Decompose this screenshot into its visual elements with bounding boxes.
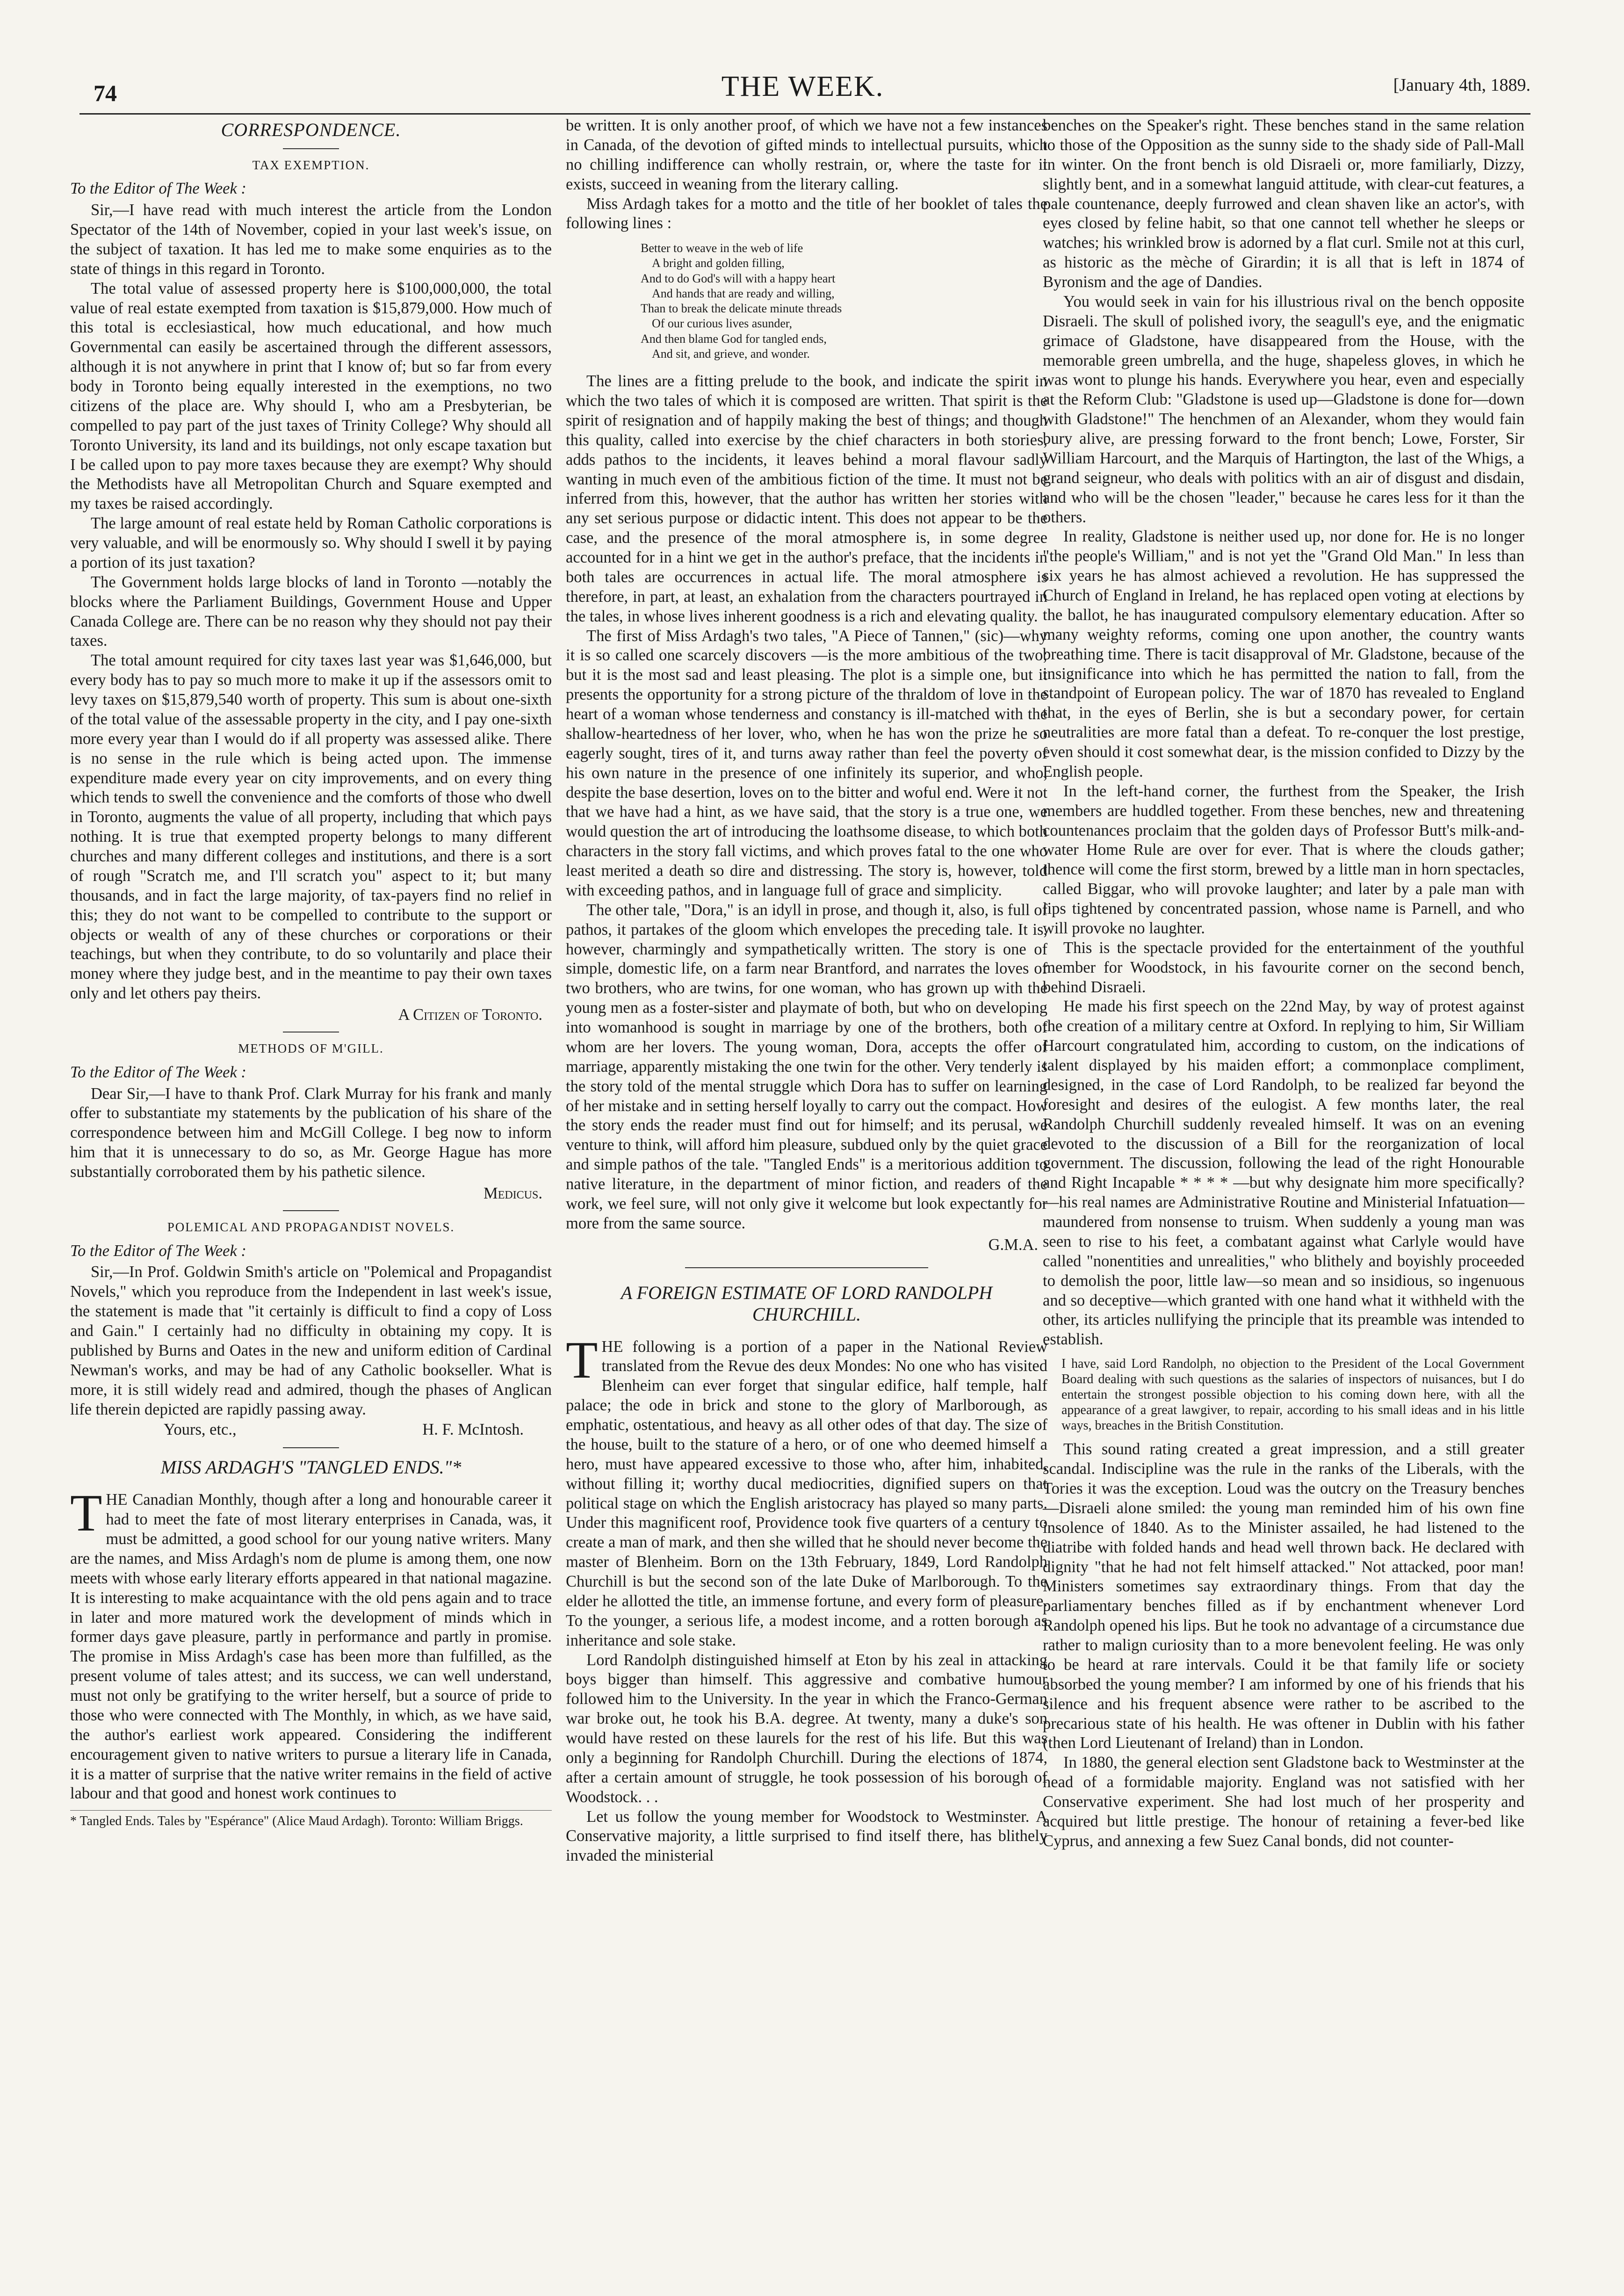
ardagh-review-title: MISS ARDAGH'S "TANGLED ENDS."* (160, 1457, 462, 1478)
letter-signature: A Citizen of Toronto. (398, 1006, 542, 1024)
to-editor: To the Editor of The Week : (70, 1063, 246, 1081)
poem-line: And then blame God for tangled ends, (641, 332, 827, 346)
paragraph: He made his first speech on the 22nd May, by way of protest against the creation of a military centre at Oxford. In replying to him, Sir William Harcourt congratulated him, according to custom, on the indications of talent displayed by his maiden effort; a commonplace compliment, designed, in the case of Lord Randolph, to be realized far beyond the foresight and desires of the eulogist. A few months later, the real Randolph Churchill suddenly revealed himself. It was on an evening devoted to the discussion of a Bill for the reorganization of local government. The discussion, following the lead of the right Honourable and Right Incapable * * * * —but why designate him more specifically?—his real names are Administrative Routine and Ministerial Infatuation—maundered from nonsense to truism. When suddenly a young man was seen to rise to his feet, a combatant against what Carlyle would have called "nonentities and unrealities," who blithely and boyishly proceeded to demolish the poor, little law—so mean and so insidious, so ingenuous and so deceptive—which granted with one hand what it withheld with the other, its articles nullifying the principle that its preamble was intended to establish. (1043, 997, 1524, 1349)
paragraph: The total amount required for city taxes last year was $1,646,000, but every body has to pay so much more to make it up if the assessors omit to levy taxes on $15,879,540 worth of property. This sum is about one-sixth of the total value of the assessable property in the city, and I pay one-sixth more every year than I would do if all property was assessed alike. There is no sense in the rule which is being acted upon. The immense expenditure made every year on city improvements, and on every thing which tends to swell the convenience and the comforts of those who dwell in Toronto, augments the value of all property, including that which pays nothing. It is true that exempted property belongs to many different churches and many different colleges and institutions, and there is a sort of rough "Scratch me, and I'll scratch you" aspect to it; but many thousands, and in fact the large majority, of tax-payers find no relief in this; they do not want to be compelled to contribute to the support or objects or wealth of any of these churches or corporations or their teachings, but when they contribute, to do so voluntarily and place their money where they judge best, and in the meantime to pay their own taxes only and let others pay theirs. (70, 651, 552, 1003)
column-1 (70, 116, 552, 1829)
poem-line: Better to weave in the web of life (641, 241, 803, 255)
tax-exemption-title: TAX EXEMPTION. (252, 158, 370, 172)
poem-line: And to do God's will with a happy heart (641, 271, 836, 285)
block-quote: I have, said Lord Randolph, no objection to the President of the Local Government Board dealing with such questions as the salaries of inspectors of nuisances, but I do entertain the strongest possible objection to his coming down here, with all the appearance of a great lawgiver, to repair, according to his small ideas and in his little ways, breaches in the British Constitution. (1061, 1357, 1524, 1433)
closing: Yours, etc., (164, 1421, 237, 1439)
divider (685, 1267, 928, 1268)
mcgill-title: METHODS OF M'GILL. (238, 1041, 384, 1055)
paragraph: You would seek in vain for his illustrious rival on the bench opposite Disraeli. The skull of polished ivory, the seagull's eye, and the enigmatic grimace of Gladstone, have disappeared from the House, with the memorable green umbrella, and the huge, shapeless gloves, in which he was wont to plunge his hands. Everywhere you hear, even and especially at the Reform Club: "Gladstone is used up—Gladstone is done for—down with Gladstone!" The henchmen of an Alexander, whom they would fain bury alive, are pressing forward to the front bench; Lowe, Forster, Sir William Harcourt, and the Marquis of Hartington, the last of the Whigs, a grand seigneur, who deals with politics with an air of disgust and disdain, and who will be the chosen "leader," because he cares less for it than the others. (1043, 292, 1524, 526)
novels-title: POLEMICAL AND PROPAGANDIST NOVELS. (167, 1220, 455, 1234)
poem-line: And sit, and grieve, and wonder. (652, 347, 810, 361)
signer: H. F. McIntosh. (422, 1421, 524, 1439)
paragraph: In 1880, the general election sent Gladstone back to Westminster at the head of a formidable majority. England was not satisfied with her Conservative experiment. She had lost much of her prosperity and acquired but little prestige. The honour of retaining a fever-bed like Cyprus, and annexing a few Suez Canal bonds, did not counter- (1043, 1754, 1524, 1850)
paragraph: be written. It is only another proof, of which we have not a few instances in Canada, of the devotion of gifted minds to intellectual pursuits, which no chilling indifference can wholly restrain, or, where the taste for it exists, succeed in weaning from the literary calling. (566, 116, 1047, 193)
issue-date: [January 4th, 1889. (1393, 75, 1530, 95)
column-3 (1043, 116, 1524, 1851)
paragraph (70, 1484, 552, 1804)
paragraph: Sir,—I have read with much interest the article from the London Spectator of the 14th of November, copied in your last week's issue, on the subject of taxation. It has led me to make some enquiries as to the state of things in this regard in Toronto. (70, 201, 552, 278)
to-editor: To the Editor of The Week : (70, 1242, 246, 1260)
poem-line: And hands that are ready and willing, (652, 286, 835, 300)
newspaper-title: THE WEEK. (721, 71, 884, 102)
paragraph: benches on the Speaker's right. These benches stand in the same relation to those of the Opposition as the sunny side to the shady side of Pall-Mall in winter. On the front bench is old Disraeli or, more familiarly, Dizzy, slightly bent, and in a somewhat languid attitude, with clear-cut features, a pale countenance, deeply furrowed and clean shaven like an actor's, with eyes closed by feline habit, so that one cannot tell whether he sleeps or watches; his wrinkled brow is adorned by a flat curl. Smile not at this curl, as historic as the mèche of Girardin; it is all that is left in 1874 of Byronism and the age of Dandies. (1043, 116, 1524, 291)
masthead (75, 70, 1530, 112)
review-signature: G.M.A. (988, 1235, 1038, 1254)
drop-cap: T (70, 1484, 102, 1543)
paragraph: In reality, Gladstone is neither used up, nor done for. He is no longer "the people's William," and is not yet the "Grand Old Man." In less than six years he has almost achieved a revolution. He has suppressed the Church of England in Ireland, he has replaced open voting at elections by the ballot, he has inaugurated compulsory elementary education. After so many weighty reforms, coming one upon another, the country wants breathing time. There is tacit disapproval of Mr. Gladstone, because of the insignificance into which he has permitted the nation to fall, from the standpoint of European policy. The war of 1870 has revealed to England that, in the eyes of Berlin, she is but a secondary power, for certain neutralities are more fatal than a defeat. To re-conquer the lost prestige, even should it cost somewhat dear, is the mission confided to Dizzy by the English people. (1043, 527, 1524, 780)
motto-poem (641, 241, 1047, 361)
paragraph-text: HE Canadian Monthly, though after a long and honourable career it had to meet the fate of most literary enterprises in Canada, was, it must be admitted, a good school for our young native writers. Many are the names, and Miss Ardagh's nom de plume is among them, one now meets with whose early literary efforts appeared in that national magazine. It is interesting to make acquaintance with the old pens again and to trace in later and more matured work the development of minds which in former days gave pleasure, partly in performance and partly in promise. The promise in Miss Ardagh's case has been more than fulfilled, as the present volume of tales attest; and its success, we can well understand, must not only be gratifying to the writer herself, but a source of pride to those who were connected with The Monthly, in which, as we have said, the author's earliest work appeared. Considering the indifferent encouragement given to native writers to pursue a literary life in Canada, it is a matter of surprise that the native writer remains in the field of active labour and that good and honest work continues to (70, 1491, 552, 1803)
page-number: 74 (94, 80, 117, 106)
paragraph: Lord Randolph distinguished himself at Eton by his zeal in attacking boys bigger than himself. This aggressive and combative humour followed him to the University. In the year in which the Franco-German war broke out, he took his B.A. degree. At twenty, many a duke's son would have rested on these laurels for the rest of his life. But this was only a beginning for Randolph Churchill. During the elections of 1874, after a certain amount of struggle, he took possession of his borough of Woodstock. . . (566, 1651, 1047, 1806)
paragraph: Miss Ardagh takes for a motto and the title of her booklet of tales the following lines : (566, 195, 1047, 232)
paragraph: The large amount of real estate held by Roman Catholic corporations is very valuable, and will be enormously so. Why should I swell it by paying a portion of its just taxation? (70, 514, 552, 571)
foreign-estimate-title: A FOREIGN ESTIMATE OF LORD RANDOLPH CHURCHILL. (621, 1282, 993, 1325)
paragraph: This sound rating created a great impression, and a still greater scandal. Indiscipline was the rule in the ranks of the Liberals, with the Tories it was the exception. Loud was the outcry on the Treasury benches—Disraeli alone smiled: the young man reminded him of his own fine insolence of 1840. As to the Minister assailed, he had listened to the diatribe with folded hands and head well thrown back. He declared with dignity "that he had not felt himself attacked." Not attacked, poor man! Ministers sometimes say extraordinary things. From that day the parliamentary benches filled as if by enchantment whenever Lord Randolph opened his lips. But he took no advantage of a circumstance due rather to malign curiosity than to a more benevolent feeling. He was only to be heard at rare intervals. Could it be that family life or society absorbed the young member? I am informed by one of his friends that his silence and his frequent absence were rather to be ascribed to the precarious state of his health. He was oftener in Dublin with his father (then Lord Lieutenant of Ireland) than in London. (1043, 1440, 1524, 1752)
divider (283, 1210, 339, 1211)
paragraph: The lines are a fitting prelude to the book, and indicate the spirit in which the two tales of which it is composed are written. That spirit is the spirit of resignation and of happily making the best of things; and though this quality, called into exercise by the chief characters in both stories, adds pathos to the incidents, it leaves behind a moral flavour sadly wanting in much even of the ambitious fiction of the time. It must not be inferred from this, however, that the author has written her stories with any set serious purpose or didactic intent. This does not appear to be the case, and the presence of the moral atmosphere is, in some degree accounted for in a hint we get in the author's preface, that the incidents in both tales are occurrences in actual life. The moral atmosphere is therefore, in part, at least, an exhalation from the characters pourtrayed in the tales, in whose lives inherent goodness is a rich and elevating quality. (566, 372, 1047, 625)
paragraph: Dear Sir,—I have to thank Prof. Clark Murray for his frank and manly offer to substantiate my statements by the publication of his share of the correspondence between him and McGill College. I beg now to inform him that it is unnecessary to do so, as Mr. George Hague has more substantially corroborated them by his pathetic silence. (70, 1084, 552, 1181)
paragraph: Sir,—In Prof. Goldwin Smith's article on "Polemical and Propagandist Novels," which you reproduce from the Independent in last week's issue, the statement is made that "it certainly is difficult to find a copy of Loss and Gain." I certainly had no difficulty in obtaining my copy. It is published by Burns and Oates in the new and uniform edition of Cardinal Newman's works, and may be had of any Catholic bookseller. What is more, it is still widely read and admired, though the phases of Anglican life therein depicted are rapidly passing away. (70, 1263, 552, 1418)
paragraph (566, 1331, 1047, 1651)
correspondence-heading: CORRESPONDENCE. (221, 119, 401, 140)
masthead-rule (79, 113, 1530, 115)
paragraph-text: HE following is a portion of a paper in the National Review translated from the Revue des deux Mondes: No one who has visited Blenheim can ever forget that singular edifice, half temple, half palace; the ode in brick and stone to the glory of Marlborough, as emphatic, ostentatious, and heavy as all other odes of that day. The size of the house, built to the stature of a hero, or of one who deemed himself a hero, must have appeared excessive to those who, after him, inhabited, without filling it; worthy ducal mediocrities, dignified supers on that political stage on which the English aristocracy has played so many parts. Under this magnificent roof, Providence took five quarters of a century to create a man of mark, and then she willed that he should never become the master of Blenheim. Born on the 13th February, 1849, Lord Randolph Churchill is but the second son of the late Duke of Marlborough. To the elder he allotted the title, an immense fortune, and every form of pleasure. To the younger, a serious life, a modest income, and a rotten borough as inheritance and sole stake. (566, 1337, 1047, 1649)
poem-line: Of our curious lives asunder, (652, 317, 793, 331)
paragraph: The total value of assessed property here is $100,000,000, the total value of real estate exempted from taxation is $15,879,000. How much of this total is ecclesiastical, how much educational, and how much Governmental can easily be ascertained through the different assessors, although it is not anywhere in print that I know of; but so far from every body in Toronto being equally interested in the exemptions, no two citizens of the place are. Why should I, who am a Presbyterian, be compelled to pay part of the just taxes of Trinity College? Why should all Toronto University, its land and its buildings, not only escape taxation but I be called upon to pay more taxes because they are exempt? Why should the Methodists have all Metropolitan Church and Square exempted and my taxes be raised accordingly. (70, 279, 552, 513)
letter-signature (70, 1420, 552, 1440)
paragraph: This is the spectacle provided for the entertainment of the youthful member for Woodstock, in his favourite corner on the second bench, behind Disraeli. (1043, 939, 1524, 996)
poem-line: A bright and golden filling, (652, 256, 785, 270)
paragraph: The Government holds large blocks of land in Toronto —notably the blocks where the Parliament Buildings, Government House and Upper Canada College are. There can be no reason why they should not pay their taxes. (70, 573, 552, 650)
to-editor: To the Editor of The Week : (70, 180, 246, 198)
divider (283, 148, 339, 149)
paragraph: The first of Miss Ardagh's two tales, "A Piece of Tannen," (sic)—why it is so called one scarcely discovers —is the more ambitious of the two; but it is the most sad and least pleasing. The plot is a simple one, but it presents the opportunity for a strong picture of the thraldom of love in the heart of a woman whose tenderness and constancy is ill-matched with the shallow-heartedness of her lover, who, when he has won the prize he so eagerly sought, tires of it, and turns away rather than feel the poverty of his own nature in the presence of one infinitely its superior, and who, despite the base desertion, loves on to the bitter and woful end. Were it not that we have had a hint, as we have said, that the story is a true one, we would question the art of introducing the loathsome disease, to which both characters in the story fall victims, and which proves fatal to the one who least merited a death so dire and distressing. The story is, however, told with exceeding pathos, and in language full of grace and simplicity. (566, 627, 1047, 899)
footnote: * Tangled Ends. Tales by "Espérance" (Alice Maud Ardagh). Toronto: William Briggs. (70, 1810, 552, 1829)
drop-cap: T (566, 1331, 598, 1389)
poem-line: Than to break the delicate minute threads (641, 302, 842, 316)
column-2 (566, 116, 1047, 1866)
divider (283, 1447, 339, 1448)
paragraph: In the left-hand corner, the furthest from the Speaker, the Irish members are huddled together. From these benches, new and threatening countenances proclaim that the golden days of Professor Butt's milk-and-water Home Rule are over for ever. That is where the clouds gather; thence will come the first storm, brewed by a little man in horn spectacles, called Biggar, who will provoke laughter; and later by a pale man with lips tightened by concentrated passion, whose name is Parnell, and who will provoke no laughter. (1043, 782, 1524, 937)
letter-signature: Medicus. (484, 1184, 542, 1202)
paragraph: Let us follow the young member for Woodstock to Westminster. A Conservative majority, a little surprised to find itself there, has blithely invaded the ministerial (566, 1807, 1047, 1865)
paragraph: The other tale, "Dora," is an idyll in prose, and though it, also, is full of pathos, it partakes of the gloom which envelopes the preceding tale. It is, however, charmingly and sympathetically written. The story is one of simple, domestic life, on a farm near Brantford, and narrates the loves of two brothers, who are twins, for one woman, who has grown up with the young men as a foster-sister and playmate of both, but who on developing into womanhood is sought in marriage by one of the brothers, both of whom are her lovers. The young woman, Dora, accepts the offer of marriage, apparently mistaking the one twin for the other. Very tenderly is the story told of the mental struggle which Dora has to suffer on learning of her mistake and in setting herself loyally to carry out the compact. How the story ends the reader must find out for himself; and its perusal, we venture to think, will afford him pleasure, subdued only by the quiet grace and simple pathos of the tale. "Tangled Ends" is a meritorious addition to native literature, in the department of minor fiction, and readers of the work, we feel sure, will not only give it welcome but look expectantly for more from the same source. (566, 901, 1047, 1232)
